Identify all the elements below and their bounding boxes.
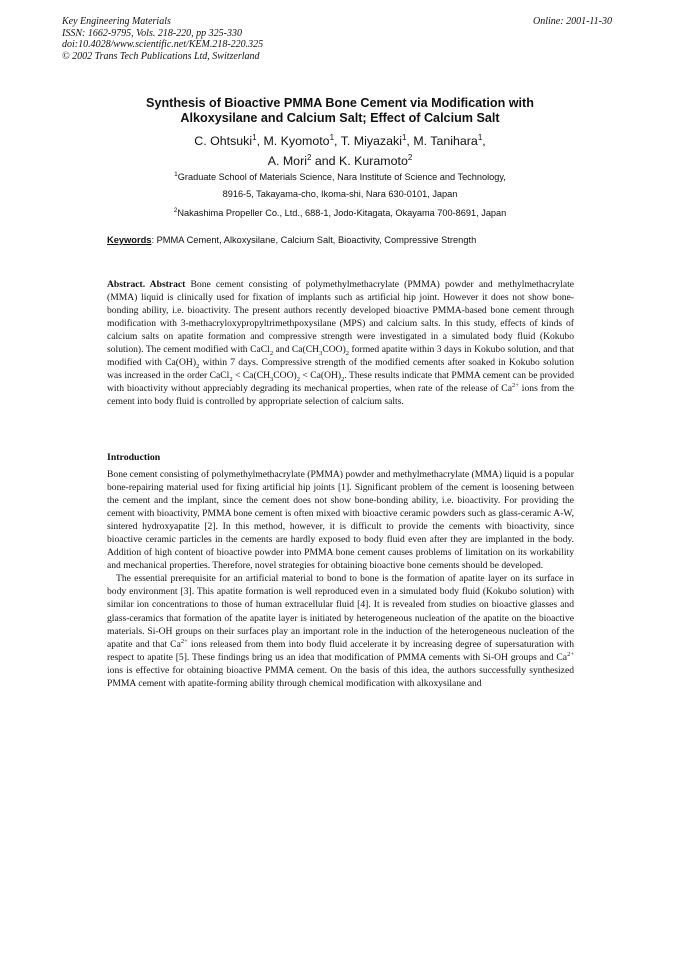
author-line-2: A. Mori$^2$ and K. Kuramoto$^2$ <box>267 152 413 168</box>
online-date: Online: 2001-11-30 <box>533 16 612 27</box>
author-name: K. Kuramoto <box>338 154 408 168</box>
author-name: M. Tanihara <box>413 134 478 148</box>
intro-paragraph-2: The essential prerequisite for an artificial material to bond to bone is the formation of apatite layer on its surface in body environment [3]. This apatite formation is well reproduced even in a simulated body fluid (Kokubo solution) with similar ion concentrations to those of human extracellular fluid [4]. It is revealed from studies on bioactive glasses and glass-ceramics that formation of the apatite layer is initiated by heterogeneous nucleation of the apatite on the bioactive materials. Si-OH groups on their surfaces play an important role in the induction of the heterogeneous nucleation of the apatite and that $Ca^{2+}$ ions released from them into body fluid accelerate it by increasing degree of supersaturation with respect to apatite [5]. These findings bring us an idea that modification of PMMA cements with Si-OH groups and $Ca^{2+}$ ions is effective for obtaining bioactive PMMA cement. On the basis of this idea, the authors successfully synthesized PMMA cement with apatite-forming ability through chemical modification with alkoxysilane and <box>107 573 574 689</box>
abstract-label: Abstract. Abstract <box>107 279 186 290</box>
author-name: C. Ohtsuki <box>194 134 253 148</box>
keywords-label: Keywords <box>107 235 152 245</box>
paper-title <box>90 96 590 126</box>
intro-paragraph-1: Bone cement consisting of polymethylmethacrylate (PMMA) powder and methylmethacrylate (MMA) liquid is a popular bone-repairing material used for fixing artificial hip joints [1]. Significant problem of the cement is loosening between the cement and the implant, since the cement does not show bone-bonding ability, i.e. bioactivity. For providing the cement with bioactivity, PMMA bone cement is often mixed with bioactive ceramic powders such as glass-ceramic A-W, sintered hydroxyapatite [2]. In this method, however, it is difficult to provide the cements with bioactivity, since bioactive ceramic particles in the cements are hardly exposed to body fluid even after they are implanted in the body. Addition of high content of bioactive powder into PMMA bone cement causes problems of limitation on its workability and mechanical properties. Therefore, novel strategies for obtaining bioactive bone cements should be developed. <box>107 469 574 572</box>
title-line-2: Alkoxysilane and Calcium Salt; Effect of Calcium Salt <box>180 111 500 125</box>
keywords <box>107 234 577 246</box>
copyright-line: © 2002 Trans Tech Publications Ltd, Switzerland <box>62 50 260 62</box>
keywords-text: : PMMA Cement, Alkoxysilane, Calcium Salt, Bioactivity, Compressive Strength <box>151 235 477 245</box>
abstract <box>107 278 574 408</box>
author-line-1: C. Ohtsuki$^1$, M. Kyomoto$^1$, T. Miyazaki$^1$, M. Tanihara$^1$, <box>194 132 486 148</box>
title-line-1: Synthesis of Bioactive PMMA Bone Cement via Modification with <box>146 96 534 110</box>
abstract-paragraph: Abstract. Abstract Bone cement consisting of polymethylmethacrylate (PMMA) powder and methylmethacrylate (MMA) liquid is clinically used for fixation of implants such as artificial hip joint. However it does not show bone-bonding ability, i.e. bioactivity. The present authors recently developed bioactive PMMA-based bone cement through modification with 3-methacryloxypropyltrimethpoxysilane (MPS) and calcium salts. In this study, effects of kinds of calcium salts on apatite formation and compressive strength were investigated in a simulated body fluid (Kokubo solution). The cement modified with CaCl$_2$ and $Ca(CH_3COO)_2$ formed apatite within 3 days in Kokubo solution, and that modified with $Ca(OH)_2$ within 7 days. Compressive strength of the modified cements after soaked in Kokubo solution was increased in the order CaCl$_2$ < $Ca(CH_3COO)_2 < Ca(OH)_2$. These results indicate that PMMA cement can be provided with bioactivity without appreciably degrading its mechanical properties, when rate of the release of $Ca^{2+}$ ions from the cement into body fluid is controlled by appropriate selection of calcium salts. <box>107 279 575 408</box>
introduction-body <box>107 468 574 690</box>
journal-name: Key Engineering Materials <box>62 16 171 27</box>
author-name: M. Kyomoto <box>263 134 330 148</box>
author-list <box>90 131 590 171</box>
author-name: T. Miyazaki <box>340 134 402 148</box>
author-name: A. Mori <box>267 154 307 168</box>
affiliation-1: $^1$Graduate School of Materials Science, Nara Institute of Science and Technology, 8916-5, Takayama-cho, Ikoma-shi, Nara 630-0101, Japan <box>174 170 506 199</box>
journal-header <box>62 16 263 62</box>
section-heading-introduction: Introduction <box>107 452 161 463</box>
issn-line: ISSN: 1662-9795, Vols. 218-220, pp 325-330 <box>62 27 242 39</box>
affiliation-2: $^2$Nakashima Propeller Co., Ltd., 688-1, Jodo-Kitagata, Okayama 700-8691, Japan <box>173 206 507 218</box>
doi-line[interactable]: doi:10.4028/www.scientific.net/KEM.218-220.325 <box>62 39 264 50</box>
